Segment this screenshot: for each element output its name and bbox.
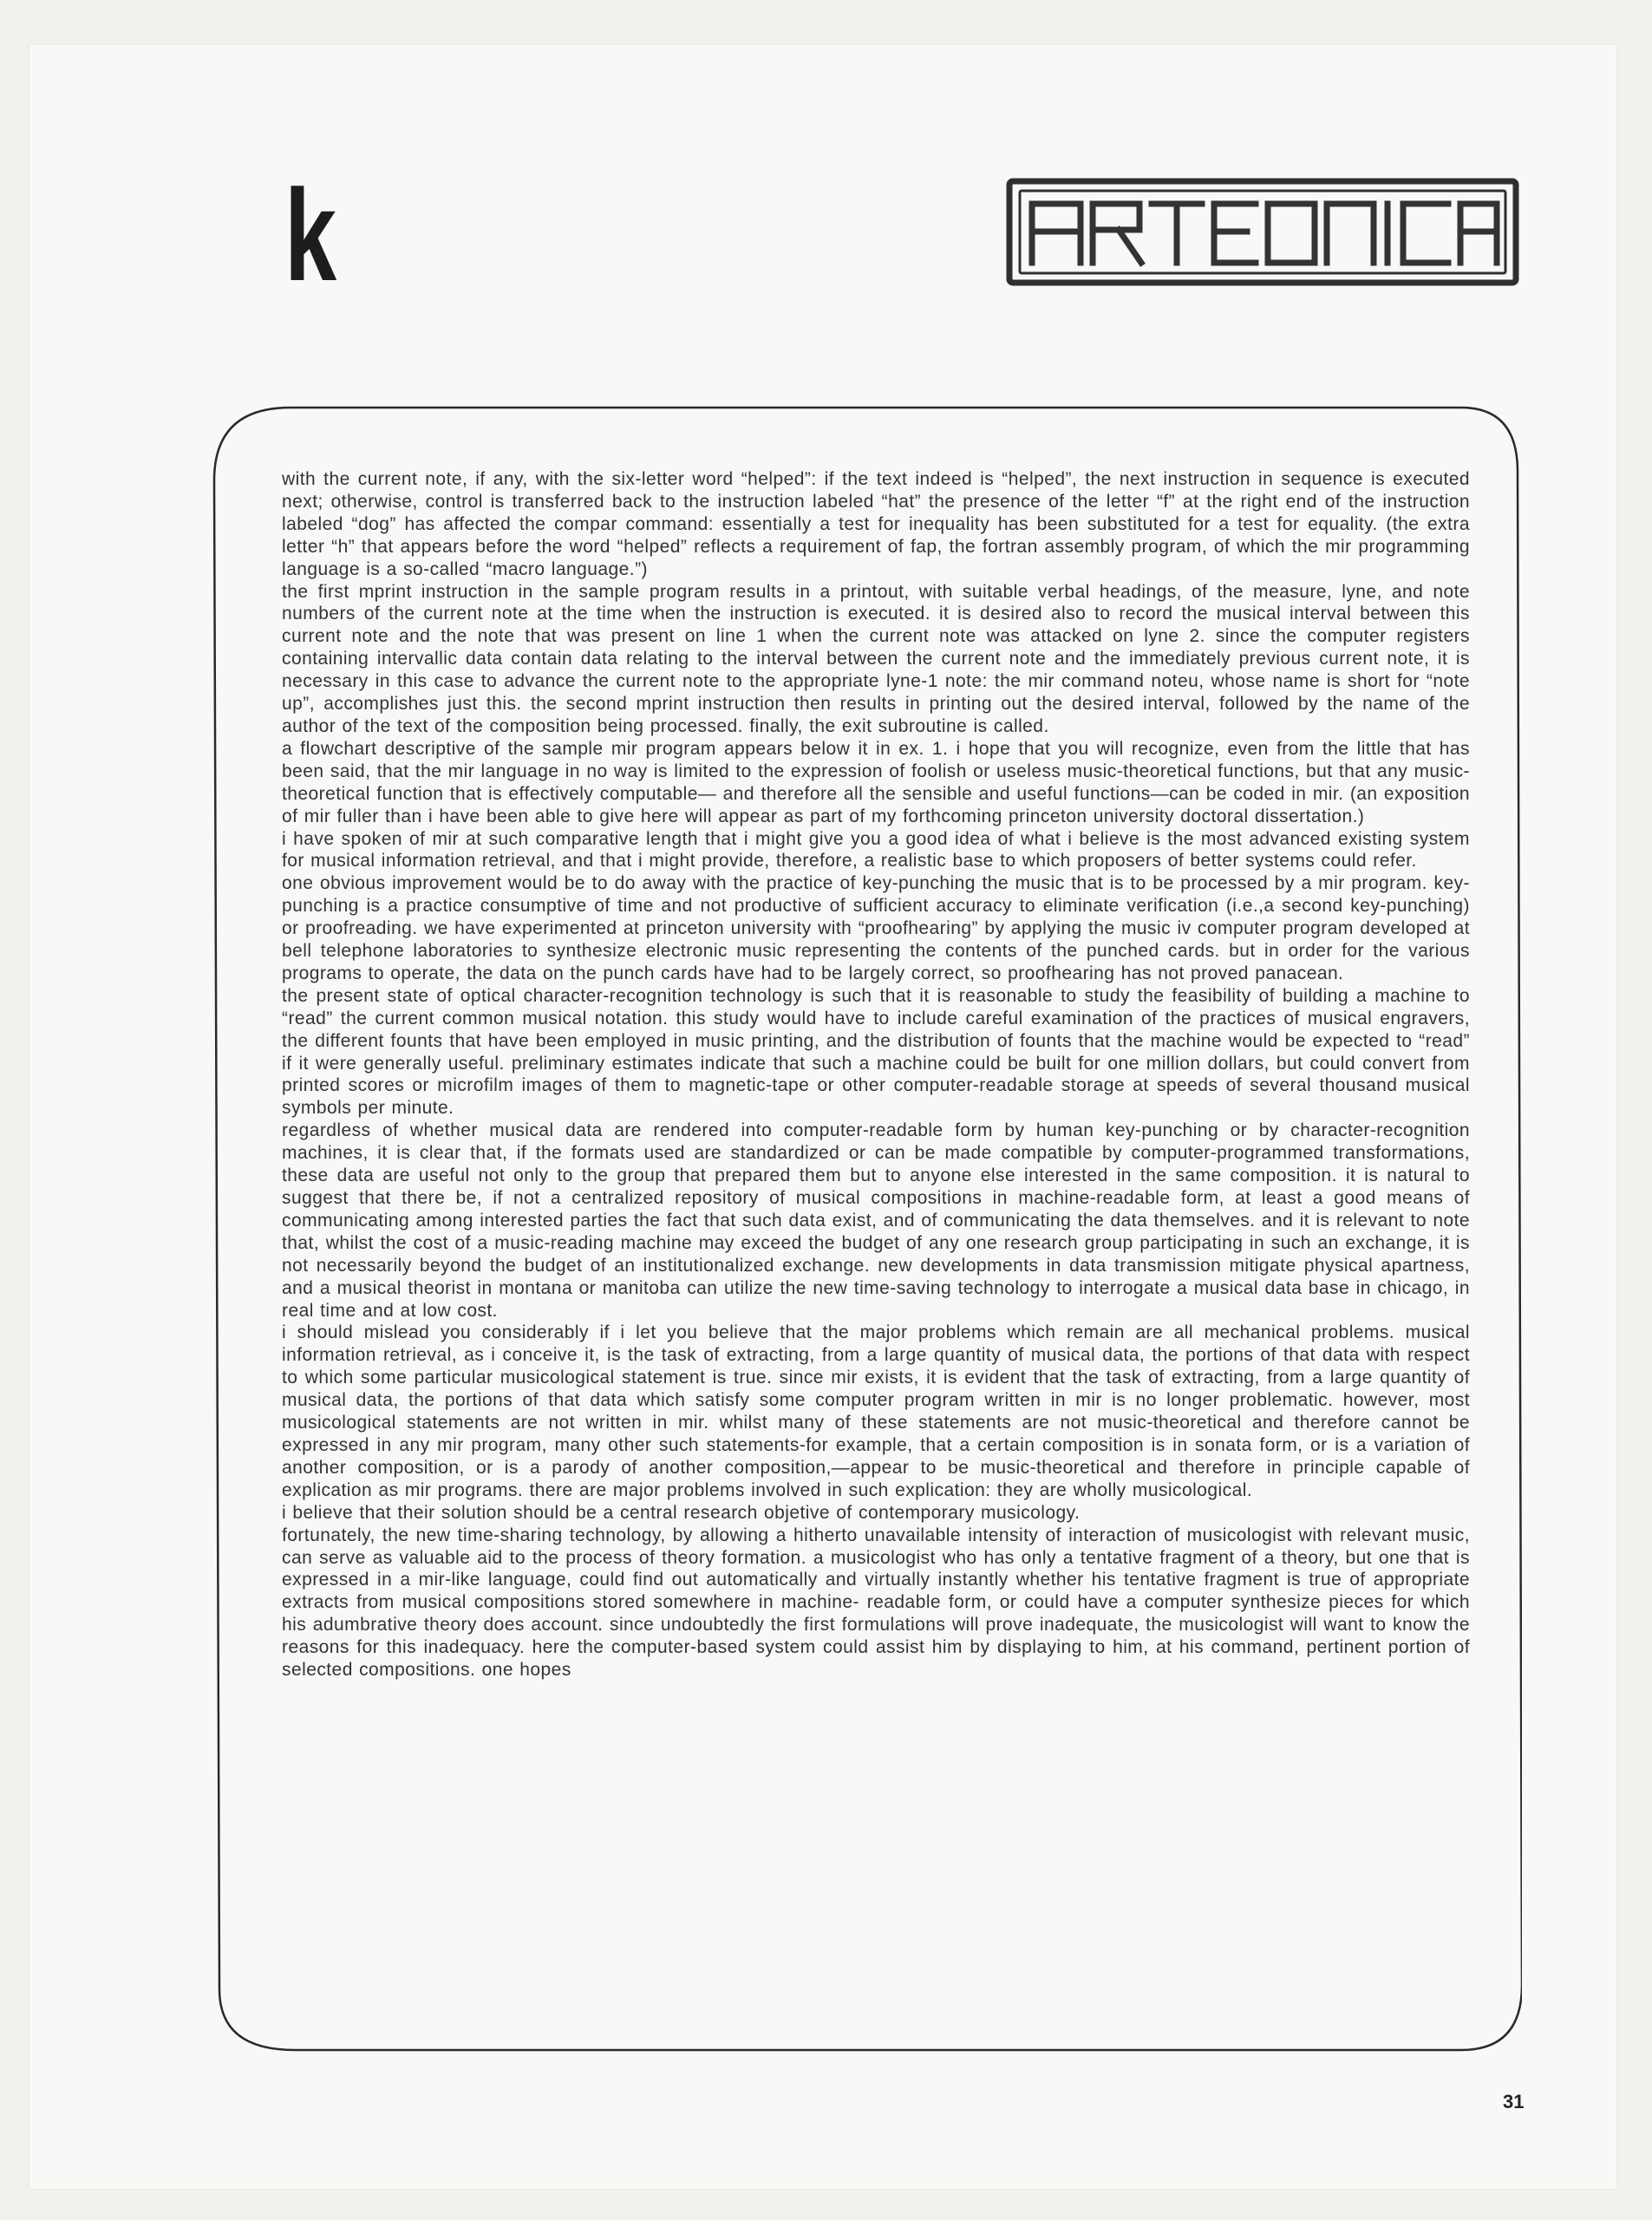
paragraph: fortunately, the new time-sharing technology, by allowing a hitherto unavailable intensity of interaction of musicologist with relevant music, can serve as valuable aid to the process of theory formation. a musicologist who has only a tentative fragment of a theory, but one that is expressed in a mir-like language, could find out automatically and virtually instantly whether his tentative fragment is true of appropriate extracts from musical compositions stored somewhere in machine- readable form, or could have a computer synthesize pieces for which his adumbrative theory does account. since undoubtedly the first formulations will prove inadequate, the musicologist will want to know the reasons for this inadequacy. here the computer-based system could assist him by displaying to him, at his command, pertinent portion of selected compositions. one hopes [282, 1525, 1470, 1681]
page-number: 31 [1503, 2091, 1525, 2112]
paragraph: i have spoken of mir at such comparative length that i might give you a good idea of what i believe is the most advanced existing system for musical information retrieval, and that i might provide, therefore, a realistic base to which proposers of better systems could refer. [282, 828, 1470, 872]
article-body [282, 468, 1470, 1681]
paragraph: i believe that their solution should be a central research objetive of contemporary musicology. [282, 1502, 1081, 1523]
paragraph: a flowchart descriptive of the sample mir program appears below it in ex. 1. i hope that you will recognize, even from the little that has been said, that the mir language in no way is limited to the expression of foolish or useless music-theoretical functions, but that any music-theoretical function that is effectively computable— and therefore all the sensible and useful functions—can be coded in mir. (an exposition of mir fuller than i have been able to give here will appear as part of my forthcoming princeton university doctoral dissertation.) [282, 738, 1470, 826]
paragraph: with the current note, if any, with the six-letter word “helped”: if the text indeed is “helped”, the next instruction in sequence is executed next; otherwise, control is transferred back to the instruction labeled “hat” the presence of the letter “f” at the right end of the instruction labeled “dog” has affected the compar command: essentially a test for inequality has been substituted for a test for equality. (the extra letter “h” that appears before the word “helped” reflects a requirement of fap, the fortran assembly program, of which the mir programming language is a so-called “macro language.”) [282, 469, 1470, 579]
paragraph: one obvious improvement would be to do away with the practice of key-punching the music that is to be processed by a mir program. key-punching is a practice consumptive of time and not productive of sufficient accuracy to eliminate verification (i.e.,a second key-punching) or proofreading. we have experimented at princeton university with “proofhearing” by applying the music iv computer program developed at bell telephone laboratories to synthesize electronic music representing the contents of the punched cards. but in order for the various programs to operate, the data on the punch cards have had to be largely correct, so proofhearing has not proved panacean. [282, 873, 1470, 983]
paragraph: the present state of optical character-recognition technology is such that it is reasonable to study the feasibility of building a machine to “read” the current common musical notation. this study would have to include careful examination of the practices of musical engravers, the different founts that have been employed in music printing, and the distribution of founts that the machine would be expected to “read” if it were generally useful. preliminary estimates indicate that such a machine could be built for one million dollars, but could convert from printed scores or microfilm images of them to magnetic-tape or other computer-readable storage at speeds of several thousand musical symbols per minute. [282, 985, 1470, 1119]
arteonica-logo [1006, 178, 1519, 286]
paragraph: the first mprint instruction in the sample program results in a printout, with suitable verbal headings, of the measure, lyne, and note numbers of the current note at the time when the instruction is executed. it is desired also to record the musical interval between this current note and the note that was present on line 1 when the current note was attacked on lyne 2. since the computer registers containing intervallic data contain data relating to the interval between the current note and the immediately previous current note, it is necessary in this case to advance the current note to the appropriate lyne-1 note: the mir command noteu, whose name is short for “note up”, accomplishes just this. the second mprint instruction then results in printing out the desired interval, followed by the name of the author of the text of the composition being processed. finally, the exit subroutine is called. [282, 581, 1470, 736]
paragraph: i should mislead you considerably if i let you believe that the major problems which remain are all mechanical problems. musical information retrieval, as i conceive it, is the task of extracting, from a large quantity of musical data, the portions of that data with respect to which some particular musicological statement is true. since mir exists, it is evident that the task of extracting, from a large quantity of musical data, the portions of that data which satisfy some computer program written in mir is no longer problematic. however, most musicological statements are not written in mir. whilst many of these statements are not music-theoretical and therefore cannot be expressed in any mir program, many other such statements-for example, that a certain composition is in sonata form, or is a variation of another composition, or is a parody of another composition,—appear to be music-theoretical and therefore in principle capable of explication as mir programs. there are major problems involved in such explication: they are wholly musicological. [282, 1322, 1470, 1500]
paragraph: regardless of whether musical data are rendered into computer-readable form by human key-punching or by character-recognition machines, it is clear that, if the formats used are standardized or can be made compatible by computer-programmed transformations, these data are useful not only to the group that prepared them but to anyone else interested in the same composition. it is natural to suggest that there be, if not a centralized repository of musical compositions in machine-readable form, at least a good means of communicating among interested parties the fact that such data exist, and of communicating the data themselves. and it is relevant to note that, whilst the cost of a music-reading machine may exceed the budget of any one research group participating in such an exchange, it is not necessarily beyond the budget of an institutionalized exchange. new developments in data transmission mitigate physical apartness, and a musical theorist in montana or manitoba can utilize the new time-saving technology to interrogate a musical data base in chicago, in real time and at low cost. [282, 1120, 1470, 1321]
section-letter: k [284, 162, 336, 308]
